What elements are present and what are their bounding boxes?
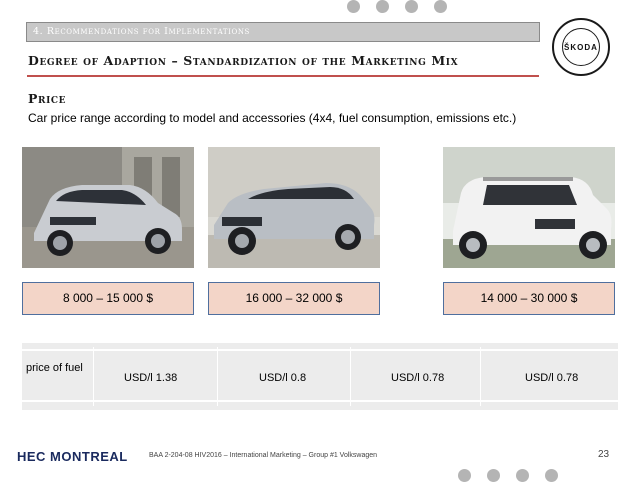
table-row-divider xyxy=(22,400,618,402)
page-number: 23 xyxy=(598,449,610,460)
price-range-wagon: 16 000 – 32 000 $ xyxy=(208,282,380,315)
table-column-divider xyxy=(350,347,351,406)
dot xyxy=(516,469,529,482)
fuel-price-table xyxy=(22,343,618,410)
hec-montreal-logo: HEC MONTREAL xyxy=(17,449,128,464)
decorative-dots-top xyxy=(347,0,447,13)
dot xyxy=(376,0,389,13)
fuel-price-cell: USD/l 0.78 xyxy=(391,372,445,384)
fuel-price-cell: USD/l 1.38 xyxy=(124,372,178,384)
price-description: Car price range according to model and accessories (4x4, fuel consumption, emissions etc.) xyxy=(28,111,517,125)
dot xyxy=(545,469,558,482)
section-header-bar xyxy=(26,22,540,42)
fuel-price-label: price of fuel xyxy=(26,362,83,374)
skoda-logo xyxy=(552,18,610,76)
car-photo-suv xyxy=(443,147,615,268)
table-column-divider xyxy=(480,347,481,406)
fuel-price-cell: USD/l 0.8 xyxy=(259,372,307,384)
decorative-dots-bottom xyxy=(458,469,558,482)
price-range-suv: 14 000 – 30 000 $ xyxy=(443,282,615,315)
slide-title: Degree of Adaption – Standardization of the Marketing Mix xyxy=(28,53,459,68)
price-range-hatchback: 8 000 – 15 000 $ xyxy=(22,282,194,315)
dot xyxy=(434,0,447,13)
dot xyxy=(347,0,360,13)
car-photo-hatchback xyxy=(22,147,194,268)
dot xyxy=(405,0,418,13)
price-heading: Price xyxy=(28,91,67,106)
table-row-divider xyxy=(22,349,618,351)
title-divider xyxy=(27,75,539,77)
logo-text: ŠKODA xyxy=(564,43,598,52)
footer-text: BAA 2-204-08 HIV2016 – International Marketing – Group #1 Volkswagen xyxy=(149,452,378,459)
table-column-divider xyxy=(93,347,94,406)
dot xyxy=(487,469,500,482)
table-column-divider xyxy=(217,347,218,406)
dot xyxy=(458,469,471,482)
fuel-price-cell: USD/l 0.78 xyxy=(525,372,579,384)
car-photo-wagon xyxy=(208,147,380,268)
section-title: 4. Recommendations for Implementations xyxy=(33,26,250,37)
